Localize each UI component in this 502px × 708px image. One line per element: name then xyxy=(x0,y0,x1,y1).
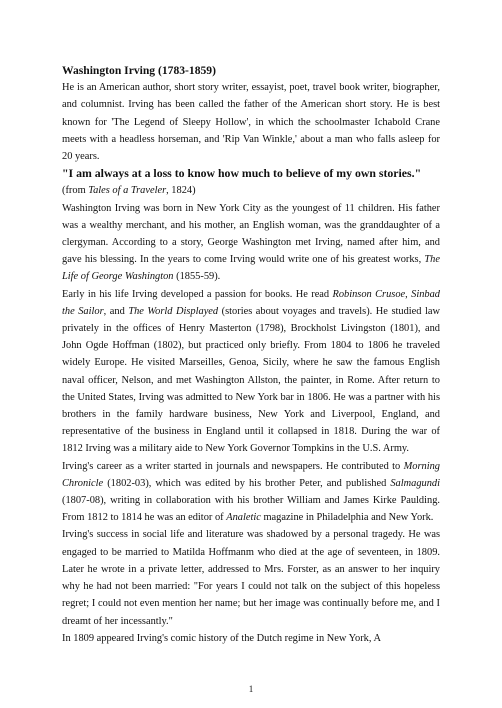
epigraph-quote: "I am always at a loss to know how much to believe of my own stories." xyxy=(62,166,422,181)
citation-suffix: , 1824) xyxy=(166,185,196,197)
work-title: Salmagundi xyxy=(390,477,440,489)
document-title: Washington Irving (1783-1859) xyxy=(62,64,216,77)
intro-paragraph: He is an American author, short story writer, essayist, poet, travel book writer, biographer, and columnist. Irving has been called the father of the American short story. He is best known for 'The Legend of Sleepy Hollow', in which the schoolmaster Ichabold Crane meets with a headless horseman, and 'Rip Van Winkle,' about a man who falls asleep for 20 years. xyxy=(62,82,440,163)
text-run: , and xyxy=(103,305,129,317)
epigraph-citation xyxy=(62,182,440,199)
paragraph-early-life xyxy=(62,200,440,286)
work-title: The Life of George Washington xyxy=(62,254,440,283)
text-run: (1802-03), which was edited by his brother Peter, and published xyxy=(103,477,391,489)
citation-work-title: Tales of a Traveler xyxy=(88,185,167,197)
text-run: Washington Irving was born in New York City as the youngest of 11 children. His father was a wealthy merchant, and his mother, an English woman, was the granddaughter of a clergyman. According to a story, George Washington met Irving, named after him, and gave his blessing. In the years to come Irving would write one of his greatest works, xyxy=(62,202,440,266)
text-run: Irving's career as a writer started in journals and newspapers. He contributed to xyxy=(62,460,404,472)
text-run: (1855-59). xyxy=(173,271,221,283)
paragraph-comic-history: In 1809 appeared Irving's comic history of the Dutch regime in New York, A xyxy=(62,632,382,644)
text-run: (1807-08), writing in collaboration with his brother William and James Kirke Paulding. From 1812 to 1814 he was an editor of xyxy=(62,495,440,524)
work-title: Robinson Crusoe xyxy=(332,288,406,300)
work-title: Analetic xyxy=(226,512,261,524)
work-title: Morning Chronicle xyxy=(62,460,440,489)
text-run: magazine in Philadelphia and New York. xyxy=(260,512,434,524)
paragraph-career xyxy=(62,458,440,527)
work-title: Sinbad the Sailor xyxy=(62,288,440,317)
paragraph-education xyxy=(62,286,440,458)
text-run: (stories about voyages and travels). He studied law privately in the offices of Henry Masterton (1798), Brockholst Livingston (1801), and John Ogde Hoffman (1802), but practiced only briefly. From 1804 to 1806 he traveled widely Europe. He visited Marseilles, Genoa, Sicily, where he saw the famous English naval officer, Nelson, and met Washington Allston, the painter, in Rome. After return to the United States, Irving was admitted to New York bar in 1806. He was a partner with his brothers in the family hardware business, New York and Liverpool, England, and representative of the business in England until it collapsed in 1818. During the war of 1812 Irving was a military aide to New York Governor Tompkins in the U.S. Army. xyxy=(62,305,440,455)
paragraph-personal-tragedy: Irving's success in social life and literature was shadowed by a personal tragedy. He was engaged to be married to Matilda Hoffmanm who died at the age of seventeen, in 1809. Later he wrote in a private letter, addressed to Mrs. Forster, as an answer to her inquiry why he had not been married: "For years I could not talk on the subject of this hopeless regret; I could not even mention her name; but her image was continually before me, and I dreamt of her incessantly." xyxy=(62,529,440,627)
document-page xyxy=(62,62,440,647)
text-run: , xyxy=(405,288,412,300)
citation-prefix: (from xyxy=(62,185,89,197)
work-title: The World Displayed xyxy=(128,305,219,317)
text-run: Early in his life Irving developed a passion for books. He read xyxy=(62,288,333,300)
page-number: 1 xyxy=(248,684,254,694)
